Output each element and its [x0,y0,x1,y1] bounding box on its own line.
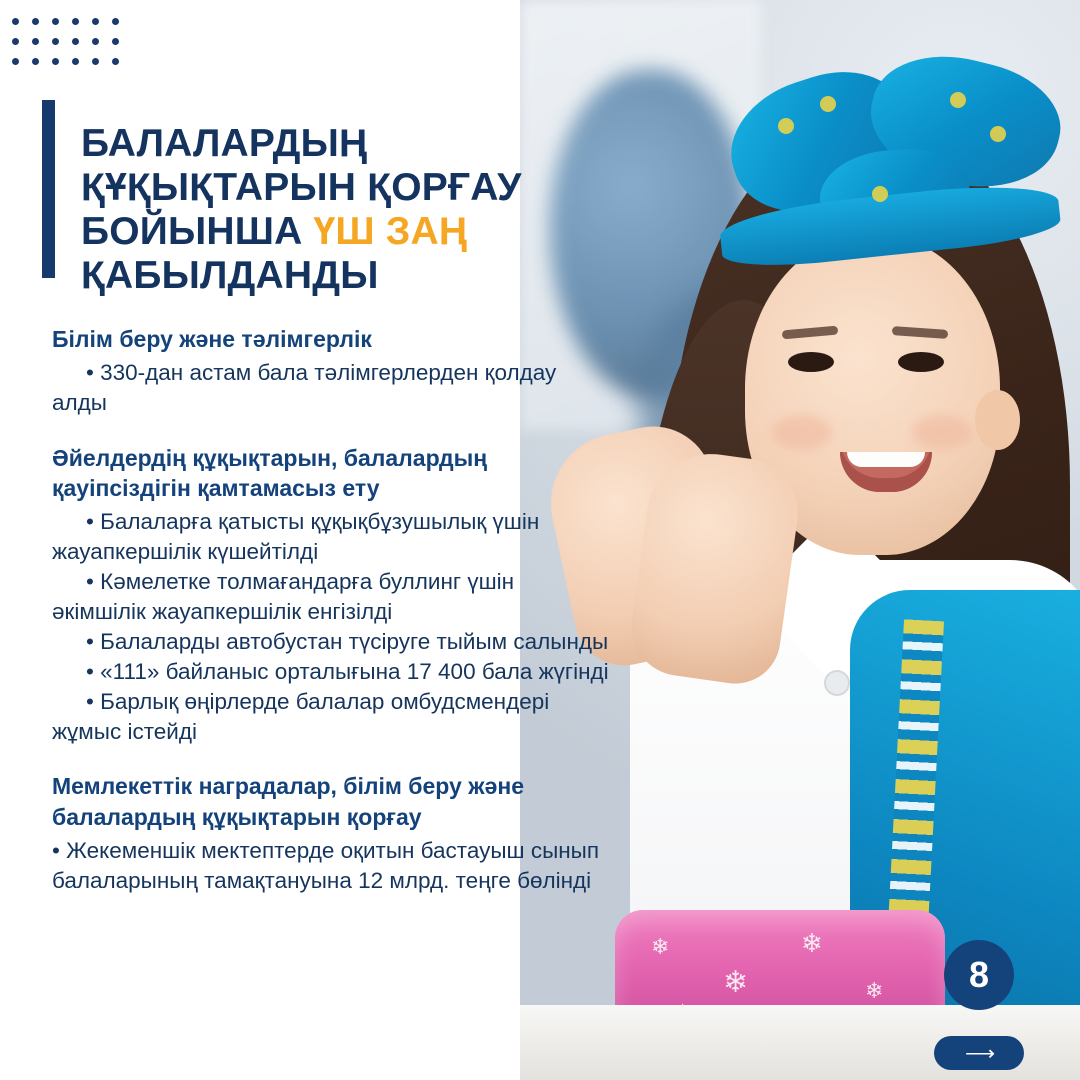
snowflake-icon: ❄ [651,934,670,959]
title-line-3: БОЙЫНША [81,210,303,254]
snowflake-icon: ❄ [801,928,823,958]
dot-grid-decoration [12,18,132,78]
bow-dot [990,126,1006,142]
girl-eye-right [898,352,944,372]
section-state-awards [52,772,612,895]
snowflake-icon: ❄ [865,978,884,1003]
bow-dot [778,118,794,134]
list-item: • «111» байланыс орталығына 17 400 бала жүгінді [86,658,609,684]
title-accent-bar [42,100,55,278]
list-item: • Барлық өңірлерде балалар омбудсмендері жұмыс істейді [52,688,550,744]
bow-dot [820,96,836,112]
title-line-2: ҚҰҚЫҚТАРЫН ҚОРҒАУ [81,166,522,210]
section-education [52,325,612,418]
title-highlight: ҮШ ЗАҢ [313,210,468,254]
list-item: • Жекеменшік мектептерде оқитын бастауыш сынып балаларының тамақтануына 12 млрд. теңге бөлінді [52,837,600,893]
page-number-badge: 8 [944,940,1014,1010]
list-item: • 330-дан астам бала тәлімгерлерден қолдау алды [52,359,557,415]
girl-cheek-left [772,415,832,450]
snowflake-icon: ❄ [723,966,749,999]
section-heading-line-1: Әйелдердің құқықтарын, балалардың [52,444,488,471]
bow-dot [950,92,966,108]
girl-eye-left [788,352,834,372]
body-content [52,325,612,896]
list-item: • Балаларды автобустан түсіруге тыйым салынды [86,628,609,654]
section-heading-line-2: қауіпсіздігін қамтамасыз ету [52,475,380,502]
spacer [52,746,612,772]
spacer [52,418,612,444]
section-heading: Білім беру және тәлімгерлік [52,326,372,352]
list-item: • Кәмелетке толмағандарға буллинг үшін әкімшілік жауапкершілік енгізілді [52,568,515,624]
title-line-4: ҚАБЫЛДАНДЫ [81,254,379,298]
page-title [81,122,522,298]
title-line-1: БАЛАЛАРДЫҢ [81,122,368,166]
section-heading-line-2: балалардың құқықтарын қорғау [52,804,422,831]
next-slide-button[interactable]: ⟶ [934,1036,1024,1070]
shirt-button [826,672,848,694]
girl-cheek-right [912,415,972,450]
girl-ear [975,390,1020,450]
section-heading-line-1: Мемлекеттік наградалар, білім беру және [52,773,525,800]
section-womens-rights [52,444,612,747]
title-block [42,96,602,325]
list-item: • Балаларға қатысты құқықбұзушылық үшін жауапкершілік күшейтілді [52,509,540,565]
bow-dot [872,186,888,202]
girl-teeth [847,452,925,467]
